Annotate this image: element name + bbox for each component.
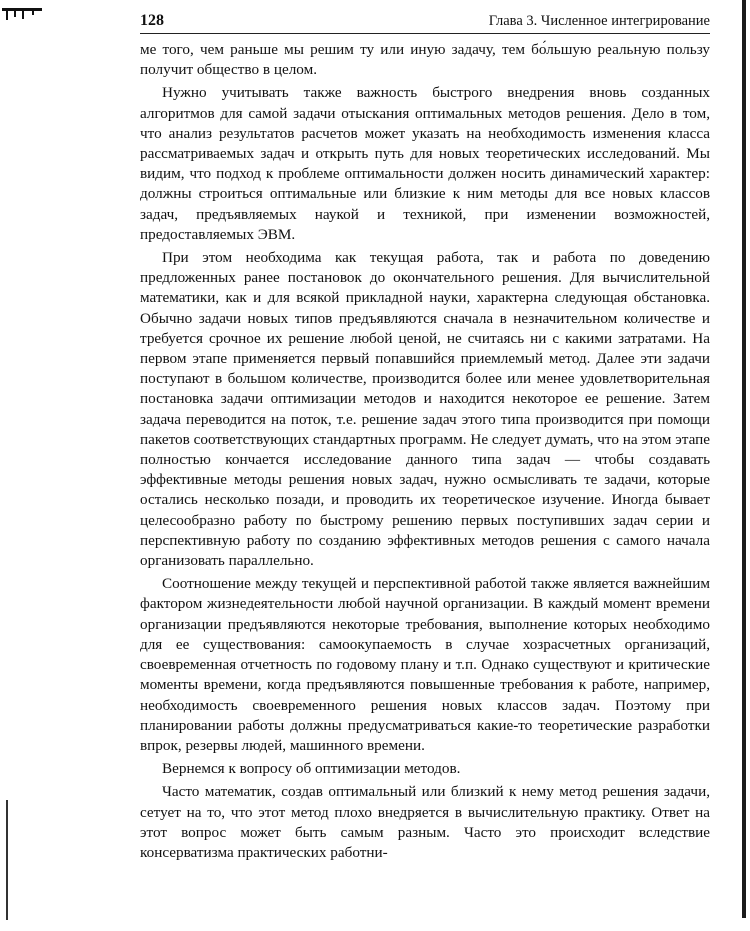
- paragraph: Нужно учитывать также важность быстрого внедрения вновь созданных алгоритмов для самой задачи отыскания оптимальных методов решения. Дело в том, что анализ результатов расчетов может указать на необходимость изменения класса рассматриваемых задач и открыть путь для новых теоретических исследований. Мы видим, что подход к проблеме оптимальности должен носить динамический характер: должны строиться оптимальные или близкие к ним методы для все новых классов задач, предъявляемых наукой и техникой, при изменении возможностей, предоставляемых ЭВМ.: [140, 84, 710, 243]
- paragraph: Вернемся к вопросу об оптимизации методов.: [162, 760, 461, 778]
- paragraph: Часто математик, создав оптимальный или близкий к нему метод решения задачи, сетует на то, что этот метод плохо внедряется в вычислительную практику. Ответ на этот вопрос может быть самым разным. Часто это происходит вследствие консерватизма практических работни-: [140, 783, 710, 861]
- paragraph-continued: ме того, чем раньше мы решим ту или иную задачу, тем бо́льшую реальную пользу получит общество в целом.: [140, 41, 710, 79]
- paragraph: Соотношение между текущей и перспективной работой также является важнейшим фактором жизнедеятельности любой научной организации. В каждый момент времени организации предъявляются некоторые требования, выполнение которых необходимо для ее существования: самоокупаемость в случае хозрасчетных организаций, своевременная отчетность по годовому плану и т.п. Однако существуют и критические моменты времени, когда предъявляются повышенные требования к работе, например, необходимость своевременного решения новых классов задач. Поэтому при планировании работы должны предусматриваться какие-то теоретические разработки впрок, резервы людей, машинного времени.: [140, 575, 710, 754]
- running-head: [140, 12, 710, 34]
- scan-artifact-edge-left: [6, 800, 8, 920]
- scan-artifact-mark: [2, 6, 42, 20]
- paragraph: При этом необходима как текущая работа, так и работа по доведению предложенных ранее постановок до окончательного решения. Для вычислительной математики, как и для всякой прикладной науки, характерна следующая обстановка. Обычно задачи новых типов предъявляются сначала в незначительном количестве и требуется срочное их решение любой ценой, не считаясь ни с какими затратами. На первом этапе применяется первый попавшийся приемлемый метод. Далее эти задачи поступают в большом количестве, производится более или менее удовлетворительная постановка задачи оптимизации методов и находится некоторое ее решение. Затем задача переводится на поток, т.е. решение задач этого типа производится при помощи пакетов соответствующих стандартных программ. Не следует думать, что на этом этапе полностью кончается исследование данного типа задач — чтобы создавать эффективные методы решения новых задач, нужно осмысливать те задачи, которые остались несколько позади, и проводить их теоретическое изучение. Иногда бывает целесообразно работу по быстрому решению первых поступивших задач серии и перспективную работу по созданию эффективных методов решения с самого начала организовать параллельно.: [140, 249, 710, 570]
- page-number: 128: [140, 12, 164, 29]
- body-text: [140, 40, 710, 863]
- book-page: [140, 12, 710, 863]
- chapter-title: Глава 3. Численное интегрирование: [488, 13, 710, 29]
- scan-artifact-edge-right: [742, 0, 746, 918]
